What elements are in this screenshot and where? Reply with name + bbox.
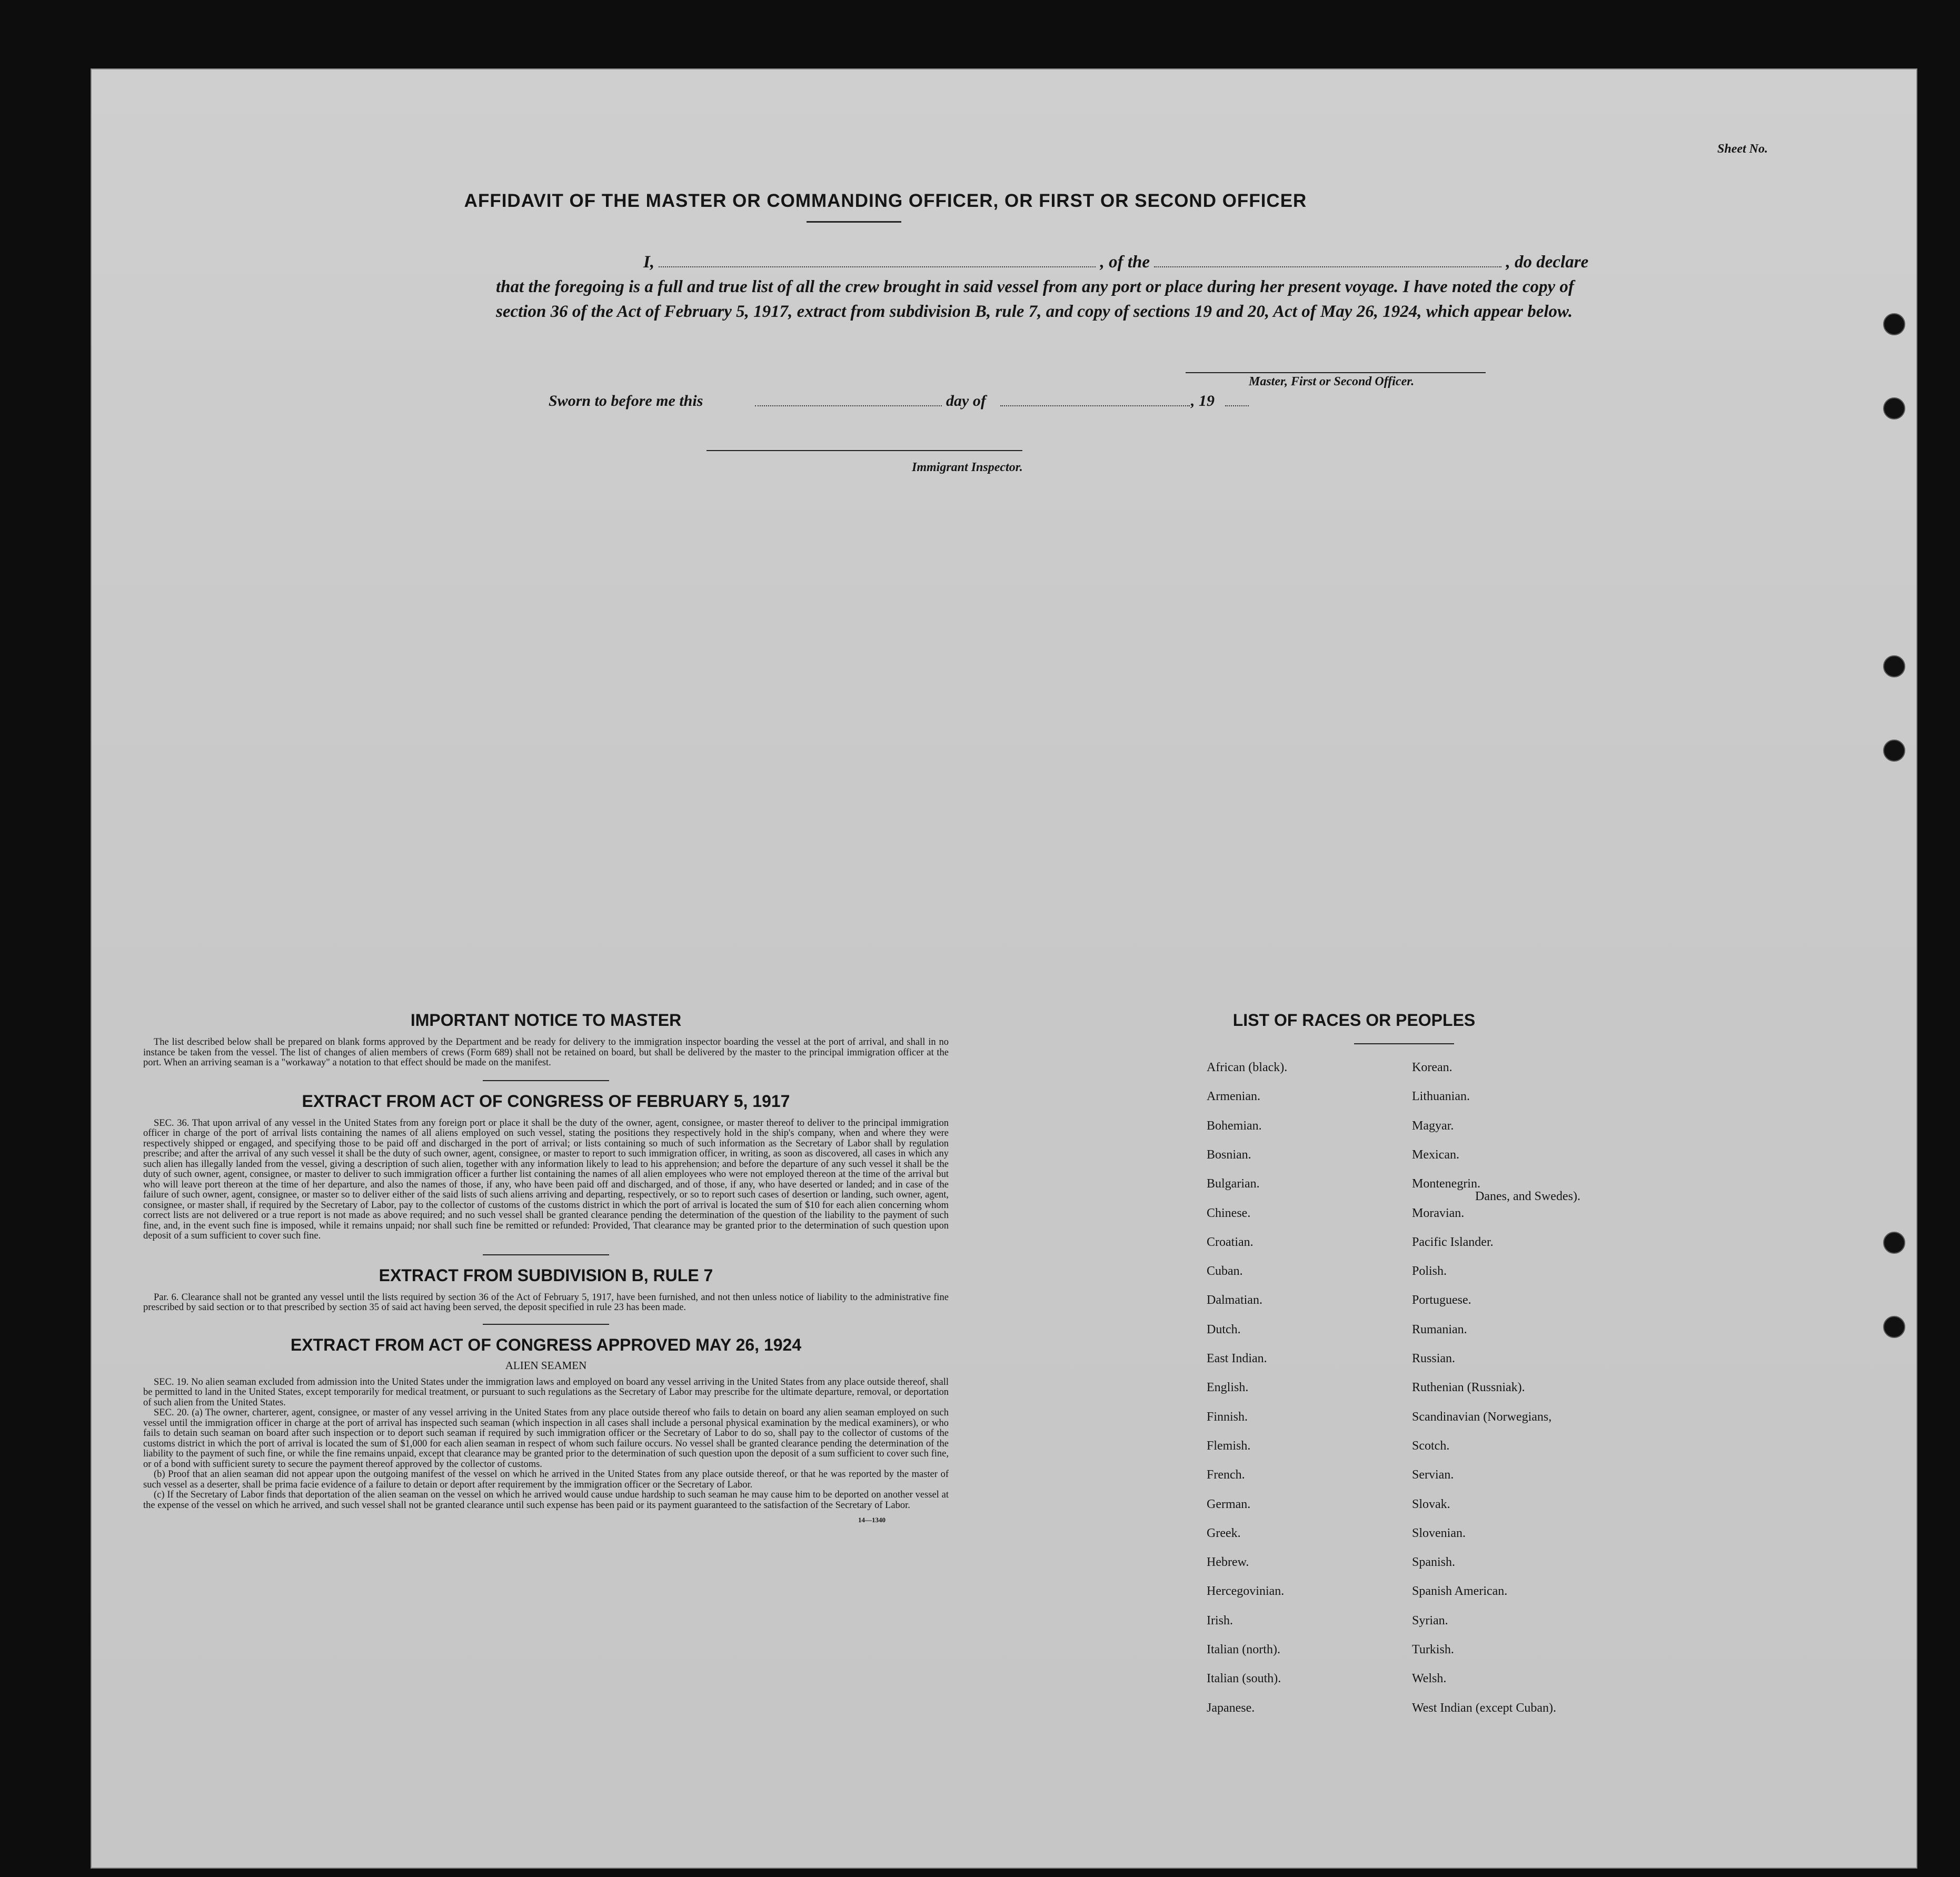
race-item: Croatian. (1207, 1235, 1253, 1249)
divider (483, 1254, 609, 1255)
race-item: Rumanian. (1412, 1323, 1467, 1336)
race-item: African (black). (1207, 1061, 1288, 1074)
sworn-day-field[interactable] (755, 405, 942, 406)
extract-1917-text: SEC. 36. That upon arrival of any vessel in the United States from any foreign port or place it shall be the duty of the owner, agent, consignee, or master thereof to deliver to the principal immigration officer in charge of the port of arrival lists containing the names of all aliens employed on such vessel, stating the positions they respectively hold in the ship's company, when and where they were respectively shipped or engaged, and specifying those to be paid off and discharged in the port of arrival; or lists containing so much of such information as the Secretary of Labor shall by regulation prescribe; and after the arrival of any such vessel it shall be the duty of such owner, agent, consignee, or master to report to such immigration officer, in writing, as soon as discovered, all cases in which any such alien has illegally landed from the vessel, giving a description of such alien, together with any information likely to lead to his apprehension; and before the departure of any such vessel it shall be the duty of such owner, agent, consignee, or master to deliver to such immigration officer a further list containing the names of all alien employees who were not employed thereon at the time of the arrival but who will leave port thereon at the time of her departure, and also the names of those, if any, who have been paid off and discharged, and of those, if any, who have deserted or landed; and in case of the failure of such owner, agent, consignee, or master so to deliver either of the said lists of such aliens arriving and departing, respectively, or so to report such cases of desertion or landing, such owner, agent, consignee, or master shall, if required by the Secretary of Labor, pay to the collector of customs of the customs district in which the port of arrival is located the sum of $10 for each alien concerning whom correct lists are not delivered or a true report is not made as above required; and no such vessel shall be granted clearance pending the determination of the question of the liability to the payment of such fine, and, in the event such fine is imposed, while it remains unpaid; nor shall such fine be remitted or refunded: Provided, That clearance may be granted prior to the determination of such question upon deposit of a sum sufficient to cover such fine. (143, 1117, 949, 1241)
race-item: Slovak. (1412, 1497, 1450, 1511)
race-item: French. (1207, 1468, 1245, 1482)
race-item: Spanish. (1412, 1555, 1456, 1569)
race-item: Bohemian. (1207, 1119, 1262, 1133)
race-item: Greek. (1207, 1526, 1241, 1540)
affidavit-text: that the foregoing is a full and true list of all the crew brought in said vessel from any port or place during her present voyage. I have noted the copy of section 36 of the Act of February 5, 1917, extract from subdivision B, rule 7, and copy of sections 19 and 20, Act of May 26, 1924, which appear below. (496, 277, 1574, 321)
document-sheet (91, 68, 1917, 1869)
race-item: Welsh. (1412, 1672, 1447, 1685)
race-item: Cuban. (1207, 1264, 1243, 1278)
inspector-signature-line[interactable] (707, 450, 1022, 451)
punch-hole (1883, 397, 1905, 420)
divider (483, 1324, 609, 1325)
master-signature-line[interactable] (1186, 372, 1486, 373)
inspector-label: Immigrant Inspector. (912, 461, 1023, 474)
race-item: Polish. (1412, 1264, 1447, 1278)
of-the-label: , of the (1100, 253, 1150, 272)
race-item: Italian (south). (1207, 1672, 1281, 1685)
form-number: 14—1340 (858, 1516, 886, 1524)
race-item: Syrian. (1412, 1614, 1448, 1628)
race-item: Turkish. (1412, 1643, 1454, 1656)
declarant-name-field[interactable] (659, 253, 1096, 267)
sworn-month-field[interactable] (1000, 405, 1190, 406)
race-item: West Indian (except Cuban). (1412, 1701, 1556, 1715)
race-item: Dutch. (1207, 1323, 1241, 1336)
year-prefix: , 19 (1191, 392, 1215, 410)
race-item: Scandinavian (Norwegians, (1412, 1410, 1552, 1424)
punch-hole (1883, 1316, 1905, 1338)
race-item: Armenian. (1207, 1090, 1260, 1103)
race-item: Pacific Islander. (1412, 1235, 1494, 1249)
race-item: Korean. (1412, 1061, 1452, 1074)
race-item: Hercegovinian. (1207, 1584, 1285, 1598)
race-item: Servian. (1412, 1468, 1454, 1482)
race-item: Magyar. (1412, 1119, 1454, 1133)
alien-seamen-subtitle: ALIEN SEAMEN (505, 1359, 587, 1372)
race-item: Dalmatian. (1207, 1293, 1262, 1307)
race-item: Hebrew. (1207, 1555, 1249, 1569)
day-of-label: day of (946, 392, 986, 410)
punch-hole (1883, 313, 1905, 335)
race-item: East Indian. (1207, 1352, 1267, 1365)
race-item: Montenegrin. (1412, 1177, 1480, 1191)
race-scandinavian-continued: Danes, and Swedes). (1475, 1190, 1580, 1203)
notice-title: IMPORTANT NOTICE TO MASTER (410, 1011, 682, 1030)
sworn-label: Sworn to before me this (549, 392, 703, 410)
master-signature-label: Master, First or Second Officer. (1249, 375, 1415, 388)
extract-1917-title: EXTRACT FROM ACT OF CONGRESS OF FEBRUARY 5, 1917 (302, 1091, 790, 1111)
divider (483, 1080, 609, 1081)
race-item: Scotch. (1412, 1439, 1450, 1453)
race-item: Mexican. (1412, 1148, 1459, 1162)
do-declare-label: , do declare (1506, 253, 1589, 272)
extract-1924-title: EXTRACT FROM ACT OF CONGRESS APPROVED MAY 26, 1924 (290, 1335, 802, 1354)
race-item: Irish. (1207, 1614, 1233, 1628)
race-item: German. (1207, 1497, 1251, 1511)
affidavit-body (496, 250, 1628, 324)
vessel-name-field[interactable] (1154, 253, 1501, 267)
sworn-year-field[interactable] (1225, 405, 1249, 406)
race-item: Bosnian. (1207, 1148, 1251, 1162)
race-item: English. (1207, 1381, 1249, 1394)
extract-1924-text: SEC. 19. No alien seaman excluded from admission into the United States under the immigration laws and employed on board any vessel arriving in the United States from any place outside thereof, shall be permitted to land in the United States, except temporarily for medical treatment, or pursuant to such regulations as the Secretary of Labor may prescribe for the ultimate departure, removal, or deportation of such alien from the United States. SEC. 20. (a) The owner, charterer, agent, consignee, or master of any vessel arriving in the United States from any place outside thereof who fails to detain on board any alien seaman employed on such vessel until the immigration officer in charge at the port of arrival has inspected such seaman (which inspection in all cases shall include a personal physical examination by the medical examiners), or who fails to detain such seaman on board after such inspection or to deport such seaman if required by such immigration officer or the Secretary of Labor to do so, shall pay to the collector of customs of the customs district in which the port of arrival is located the sum of $1,000 for each alien seaman in respect of whom such failure occurs. No vessel shall be granted clearance pending the determination of the liability to the payment of such fine, or while the fine remains unpaid, except that clearance may be granted prior to the determination of such question upon the deposit of a sum sufficient to cover such fine, or of a bond with sufficient surety to secure the payment thereof approved by the collector of customs. (b) Proof that an alien seaman did not appear upon the outgoing manifest of the vessel on which he arrived in the United States from any place outside thereof, or that he was reported by the master of such vessel as a deserter, shall be prima facie evidence of a failure to detain or deport after requirement by the immigration officer or the Secretary of Labor. (c) If the Secretary of Labor finds that deportation of the alien seaman on the vessel on which he arrived would cause undue hardship to such seaman he may cause him to be deported on another vessel at the expense of the vessel on which he arrived, and such vessel shall not be granted clearance until such expense has been paid or its payment guaranteed to the satisfaction of the Secretary of Labor. (143, 1376, 949, 1511)
race-item: Japanese. (1207, 1701, 1255, 1715)
title-divider (807, 221, 901, 223)
race-item: Slovenian. (1412, 1526, 1466, 1540)
race-item: Bulgarian. (1207, 1177, 1260, 1191)
race-item: Moravian. (1412, 1206, 1465, 1220)
affidavit-title: AFFIDAVIT OF THE MASTER OR COMMANDING OFFICER, OR FIRST OR SECOND OFFICER (464, 191, 1307, 211)
race-item: Finnish. (1207, 1410, 1248, 1424)
races-divider (1354, 1043, 1454, 1044)
notice-text: The list described below shall be prepared on blank forms approved by the Department and be ready for delivery to the immigration inspector boarding the vessel at the port of arrival, and shall in no instance be taken from the vessel. The list of changes of alien members of crews (Form 689) shall not be retained on board, but shall be delivered by the master to the principal immigration officer at the port. When an arriving seaman is a "workaway" a notation to that effect should be made on the manifest. (143, 1037, 949, 1068)
race-item: Italian (north). (1207, 1643, 1280, 1656)
rule7-title: EXTRACT FROM SUBDIVISION B, RULE 7 (379, 1265, 713, 1285)
punch-hole (1883, 740, 1905, 762)
race-item: Portuguese. (1412, 1293, 1471, 1307)
race-item: Flemish. (1207, 1439, 1251, 1453)
race-item: Russian. (1412, 1352, 1456, 1365)
race-item: Ruthenian (Russniak). (1412, 1381, 1525, 1394)
rule7-text: Par. 6. Clearance shall not be granted any vessel until the lists required by section 36 of the Act of February 5, 1917, have been furnished, and not then unless notice of liability to the administrative fine prescribed by said section or to that prescribed by section 35 of said act having been served, the deposit specified in rule 23 has been made. (143, 1292, 949, 1313)
i-label: I, (643, 253, 655, 272)
left-column (143, 1011, 949, 1524)
race-item: Spanish American. (1412, 1584, 1508, 1598)
sheet-number-label: Sheet No. (1717, 142, 1768, 156)
punch-hole (1883, 1232, 1905, 1254)
race-item: Lithuanian. (1412, 1090, 1470, 1103)
punch-hole (1883, 655, 1905, 677)
races-title: LIST OF RACES OR PEOPLES (1232, 1011, 1476, 1030)
race-item: Chinese. (1207, 1206, 1251, 1220)
